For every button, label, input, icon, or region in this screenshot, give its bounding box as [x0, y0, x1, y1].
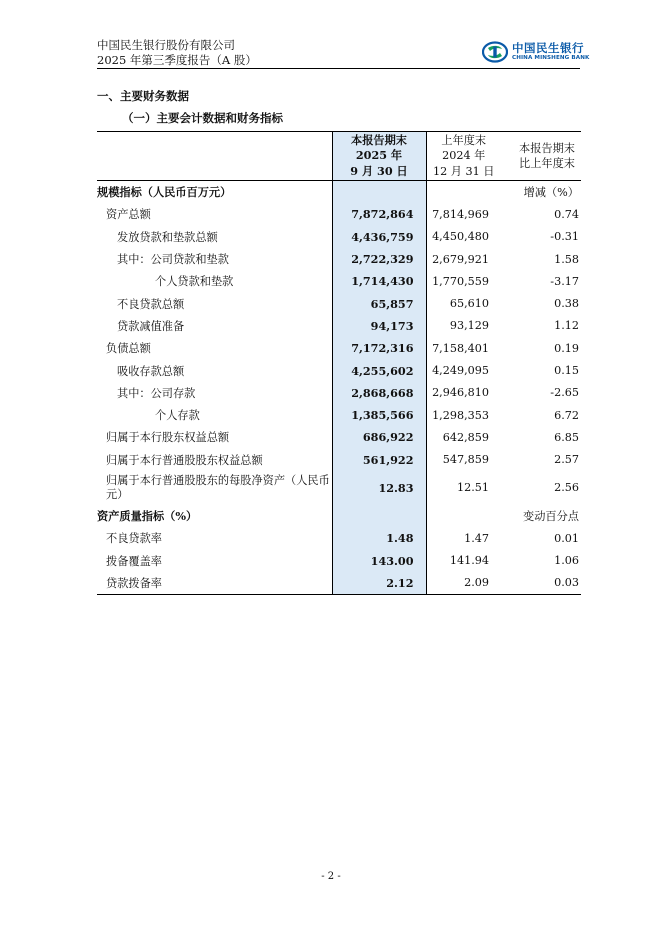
report-name: 2025 年第三季度报告（A 股） [97, 53, 257, 67]
table-row [97, 248, 581, 270]
current-value: 1,385,566 [332, 404, 426, 426]
prior-value: 2,946,810 [432, 386, 489, 400]
section-title: 一、主要财务数据 [97, 89, 189, 103]
change-value: 0.19 [554, 341, 579, 355]
page-number: - 2 - [321, 871, 341, 882]
header-divider [97, 68, 580, 69]
prior-value: 93,129 [449, 319, 489, 333]
change-value: 0.74 [554, 207, 579, 221]
row-label: 归属于本行普通股股东权益总额 [106, 453, 263, 467]
highlight-cell [332, 181, 426, 204]
financial-data-table [97, 131, 581, 595]
header-current-period [332, 132, 426, 181]
prior-value: 2.09 [426, 572, 501, 595]
table-row [97, 203, 581, 225]
prior-value: 4,249,095 [432, 364, 489, 378]
change-value: -2.65 [550, 386, 579, 400]
table-row [97, 449, 581, 471]
prior-value: 7,814,969 [432, 207, 489, 221]
current-value: 2,868,668 [332, 382, 426, 404]
row-label: 不良贷款总额 [117, 297, 185, 311]
change-value: 1.06 [554, 554, 579, 568]
change-value: 1.12 [554, 319, 579, 333]
row-label: 归属于本行股东权益总额 [106, 431, 230, 445]
change-value: 6.72 [554, 408, 579, 422]
prior-value: 4,450,480 [432, 230, 489, 244]
header-prior-period [426, 132, 501, 181]
row-label: 拨备覆盖率 [106, 554, 162, 568]
prior-value: 141.94 [449, 554, 489, 568]
row-label: 其中：公司存款 [117, 386, 196, 400]
table-row [97, 315, 581, 337]
scale-indicator-title: 规模指标（人民币百万元） [97, 185, 232, 200]
row-label: 归属于本行普通股股东的每股净资产（人民币元） [106, 473, 330, 501]
logo-english-name: CHINA MINSHENG BANK [512, 55, 590, 61]
table-row [97, 359, 581, 381]
change-value: 2.57 [554, 453, 579, 467]
prior-value: 12.51 [456, 481, 489, 495]
row-label: 贷款减值准备 [117, 319, 185, 333]
prior-value: 547,859 [442, 453, 489, 467]
table-row [97, 382, 581, 404]
logo-chinese-name: 中国民生银行 [512, 41, 584, 55]
current-value: 4,436,759 [332, 226, 426, 248]
header-blank-cell [97, 132, 332, 181]
change-value: 1.58 [554, 252, 579, 266]
table-row [97, 426, 581, 448]
row-label: 其中：公司贷款和垫款 [117, 253, 229, 267]
change-value: 0.03 [501, 572, 581, 595]
table-header-row [97, 132, 581, 181]
current-value: 1,714,430 [332, 270, 426, 292]
current-value: 1.48 [332, 527, 426, 549]
scale-indicator-header-row [97, 181, 581, 204]
empty-cell [426, 505, 501, 527]
prior-value: 7,158,401 [432, 341, 489, 355]
table-row [97, 226, 581, 248]
table-row [97, 292, 581, 314]
scale-change-label: 增减（%） [523, 186, 579, 200]
header-current-line: 本报告期末 [351, 132, 407, 147]
row-label: 贷款拨备率 [97, 572, 332, 595]
change-value: 0.38 [554, 297, 579, 311]
highlight-cell [332, 505, 426, 527]
table-row [97, 404, 581, 426]
row-label: 资产总额 [106, 208, 151, 222]
table-row [97, 572, 581, 595]
change-value: -0.31 [550, 230, 579, 244]
prior-value: 2,679,921 [432, 252, 489, 266]
row-label: 不良贷款率 [106, 532, 162, 546]
row-label: 发放贷款和垫款总额 [117, 230, 218, 244]
prior-value: 1,770,559 [432, 274, 489, 288]
quality-change-label: 变动百分点 [523, 510, 579, 523]
company-name: 中国民生银行股份有限公司 [97, 38, 235, 52]
prior-value: 65,610 [449, 297, 489, 311]
quality-indicator-title: 资产质量指标（%） [97, 509, 198, 523]
change-value: -3.17 [550, 274, 579, 288]
current-value: 7,172,316 [332, 337, 426, 359]
table-row [97, 527, 581, 549]
bank-logo [482, 41, 589, 63]
current-value: 65,857 [332, 292, 426, 314]
current-value: 561,922 [332, 449, 426, 471]
prior-value: 1,298,353 [432, 408, 489, 422]
header-change-line: 比上年度末 [519, 157, 575, 170]
header-change-line: 本报告期末 [519, 141, 575, 155]
bank-logo-icon [482, 41, 508, 63]
header-change [501, 132, 581, 181]
header-prior-line: 12 月 31 日 [432, 164, 495, 178]
current-value: 94,173 [332, 315, 426, 337]
header-prior-line: 2024 年 [442, 149, 486, 163]
report-header [97, 38, 257, 68]
empty-cell [426, 181, 501, 204]
table-row [97, 270, 581, 292]
table-row [97, 337, 581, 359]
header-prior-line: 上年度末 [441, 133, 487, 147]
current-value: 12.83 [332, 471, 426, 505]
current-value: 7,872,864 [332, 203, 426, 225]
row-label: 吸收存款总额 [117, 364, 185, 378]
change-value: 6.85 [554, 430, 579, 444]
current-value: 686,922 [332, 426, 426, 448]
row-label: 负债总额 [106, 342, 151, 356]
current-value: 2.12 [332, 572, 426, 595]
change-value: 2.56 [554, 481, 579, 495]
header-current-line: 2025 年 [355, 148, 403, 163]
header-current-line: 9 月 30 日 [350, 163, 408, 178]
current-value: 2,722,329 [332, 248, 426, 270]
current-value: 143.00 [332, 549, 426, 571]
quality-indicator-header-row [97, 505, 581, 527]
current-value: 4,255,602 [332, 359, 426, 381]
row-label: 个人存款 [155, 409, 200, 423]
prior-value: 1.47 [464, 531, 489, 545]
change-value: 0.15 [554, 364, 579, 378]
change-value: 0.01 [554, 531, 579, 545]
row-label: 个人贷款和垫款 [155, 275, 234, 289]
table-row [97, 471, 581, 505]
prior-value: 642,859 [442, 430, 489, 444]
table-row [97, 549, 581, 571]
subsection-title: （一）主要会计数据和财务指标 [122, 111, 283, 125]
